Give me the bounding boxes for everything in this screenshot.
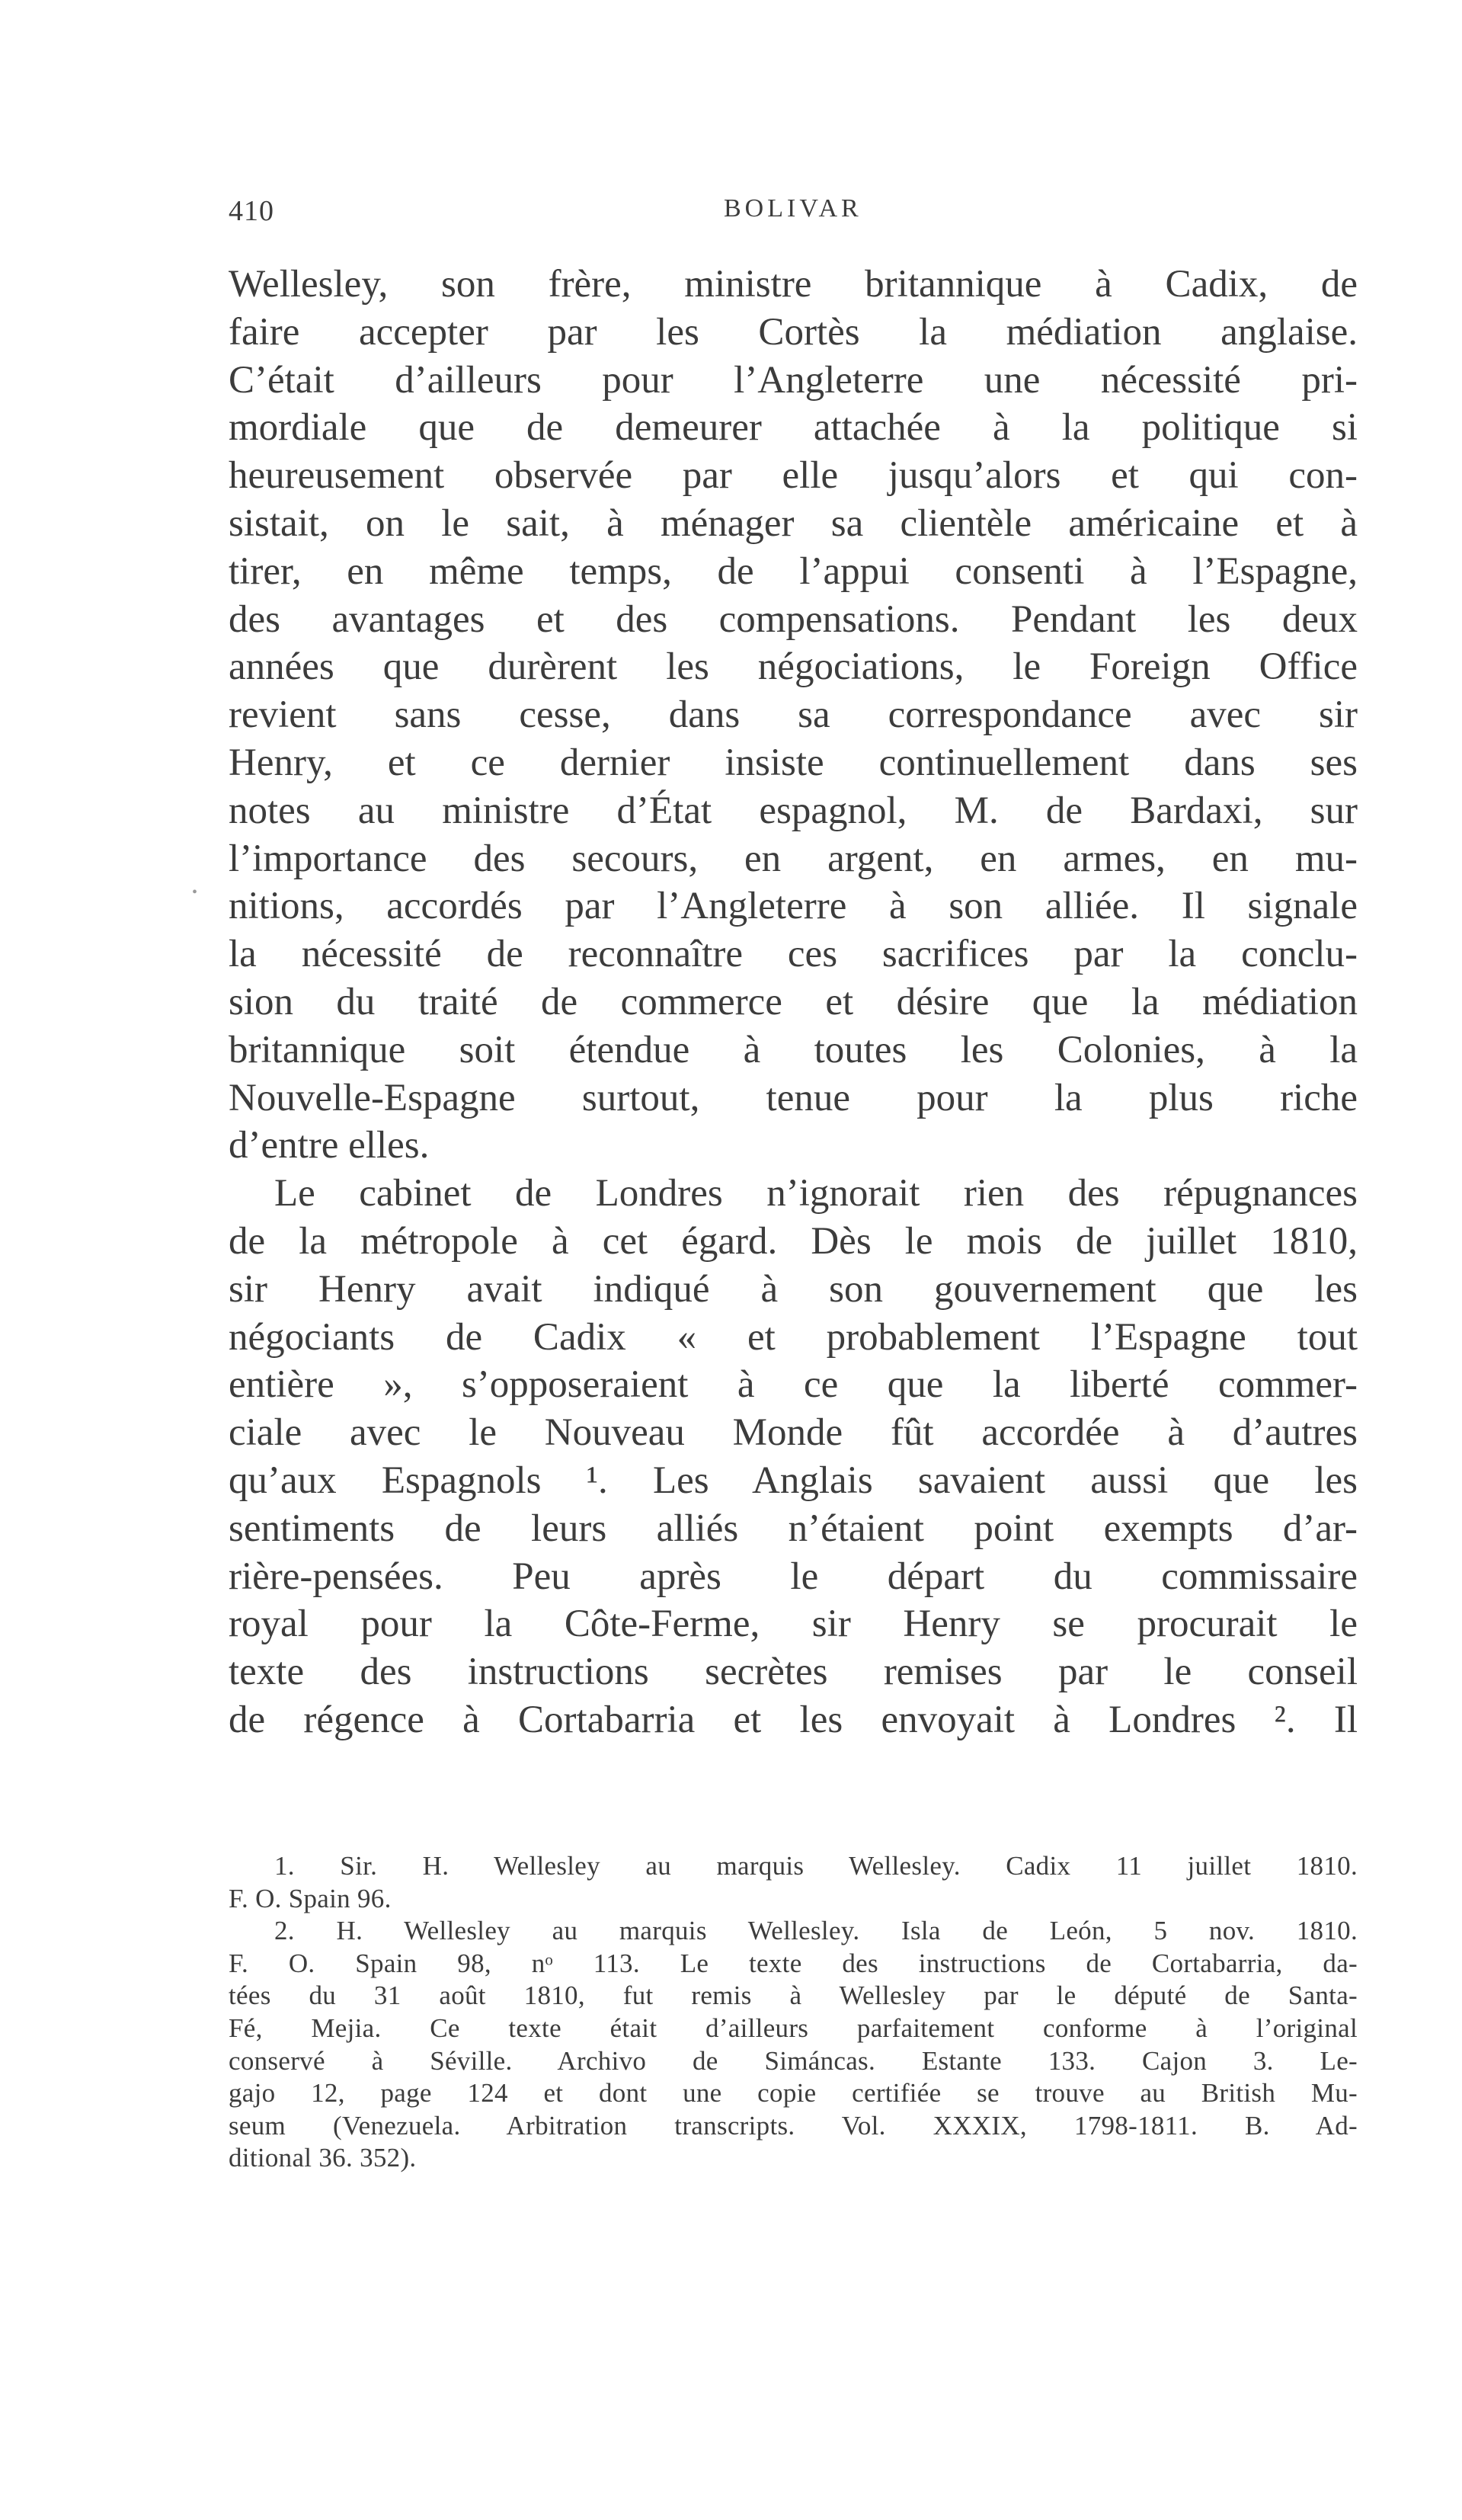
margin-mark: • xyxy=(192,884,198,901)
body-line: sir Henry avait indiqué à son gouvernement que les xyxy=(229,1267,1358,1311)
body-line: heureusement observée par elle jusqu’alors et qui con- xyxy=(229,454,1358,498)
body-line: faire accepter par les Cortès la médiation anglaise. xyxy=(229,310,1358,354)
footnote-line: 1. Sir. H. Wellesley au marquis Wellesley. Cadix 11 juillet 1810. xyxy=(274,1851,1358,1881)
body-line: Le cabinet de Londres n’ignorait rien des répugnances xyxy=(274,1172,1358,1215)
body-line: britannique soit étendue à toutes les Colonies, à la xyxy=(229,1028,1358,1071)
footnote-line: tées du 31 août 1810, fut remis à Wellesley par le député de Santa- xyxy=(229,1980,1358,2011)
body-line: notes au ministre d’État espagnol, M. de Bardaxi, sur xyxy=(229,789,1358,832)
body-line: mordiale que de demeurer attachée à la politique si xyxy=(229,406,1358,450)
body-line: nitions, accordés par l’Angleterre à son alliée. Il signale xyxy=(229,885,1358,928)
footnote-line: seum (Venezuela. Arbitration transcripts. Vol. XXXIX, 1798-1811. B. Ad- xyxy=(229,2110,1358,2141)
body-line: revient sans cesse, dans sa correspondance avec sir xyxy=(229,693,1358,737)
body-line: sentiments de leurs alliés n’étaient point exempts d’ar- xyxy=(229,1507,1358,1550)
body-line: rière-pensées. Peu après le départ du commissaire xyxy=(229,1555,1358,1598)
body-line: Wellesley, son frère, ministre britannique à Cadix, de xyxy=(229,263,1358,306)
footnote-line: conservé à Séville. Archivo de Simáncas. Estante 133. Cajon 3. Le- xyxy=(229,2045,1358,2076)
page-number: 410 xyxy=(229,195,274,227)
footnote-line: F. O. Spain 98, nᵒ 113. Le texte des instructions de Cortabarria, da- xyxy=(229,1948,1358,1978)
body-text xyxy=(229,261,1358,1744)
body-line: qu’aux Espagnols ¹. Les Anglais savaient aussi que les xyxy=(229,1459,1358,1502)
footnote-line: Fé, Mejia. Ce texte était d’ailleurs parfaitement conforme à l’original xyxy=(229,2012,1358,2043)
footnote-line: ditional 36. 352). xyxy=(229,2143,417,2173)
footnote-line: F. O. Spain 96. xyxy=(229,1883,392,1913)
body-line: la nécessité de reconnaître ces sacrifices par la conclu- xyxy=(229,933,1358,976)
body-line: de la métropole à cet égard. Dès le mois de juillet 1810, xyxy=(229,1219,1358,1263)
body-line: négociants de Cadix « et probablement l’Espagne tout xyxy=(229,1315,1358,1359)
body-line: ciale avec le Nouveau Monde fût accordée à d’autres xyxy=(229,1411,1358,1455)
body-line: C’était d’ailleurs pour l’Angleterre une nécessité pri- xyxy=(229,358,1358,402)
running-title: BOLIVAR xyxy=(724,194,862,223)
body-line: l’importance des secours, en argent, en armes, en mu- xyxy=(229,837,1358,880)
running-head xyxy=(229,194,1356,240)
body-line: d’entre elles. xyxy=(229,1124,430,1167)
body-line: de régence à Cortabarria et les envoyait à Londres ². Il xyxy=(229,1698,1358,1741)
footnote-line: 2. H. Wellesley au marquis Wellesley. Isla de León, 5 nov. 1810. xyxy=(274,1916,1358,1946)
body-line: entière », s’opposeraient à ce que la liberté commer- xyxy=(229,1363,1358,1407)
body-line: des avantages et des compensations. Pendant les deux xyxy=(229,597,1358,641)
footnotes xyxy=(229,1850,1358,2175)
body-line: sistait, on le sait, à ménager sa clientèle américaine et à xyxy=(229,501,1358,545)
body-line: texte des instructions secrètes remises par le conseil xyxy=(229,1651,1358,1694)
body-line: sion du traité de commerce et désire que la médiation xyxy=(229,980,1358,1023)
body-line: Nouvelle-Espagne surtout, tenue pour la plus riche xyxy=(229,1076,1358,1119)
body-line: tirer, en même temps, de l’appui consenti à l’Espagne, xyxy=(229,549,1358,593)
body-line: royal pour la Côte-Ferme, sir Henry se procurait le xyxy=(229,1603,1358,1646)
footnote-line: gajo 12, page 124 et dont une copie certifiée se trouve au British Mu- xyxy=(229,2078,1358,2109)
body-line: Henry, et ce dernier insiste continuellement dans ses xyxy=(229,741,1358,784)
body-line: années que durèrent les négociations, le Foreign Office xyxy=(229,645,1358,689)
